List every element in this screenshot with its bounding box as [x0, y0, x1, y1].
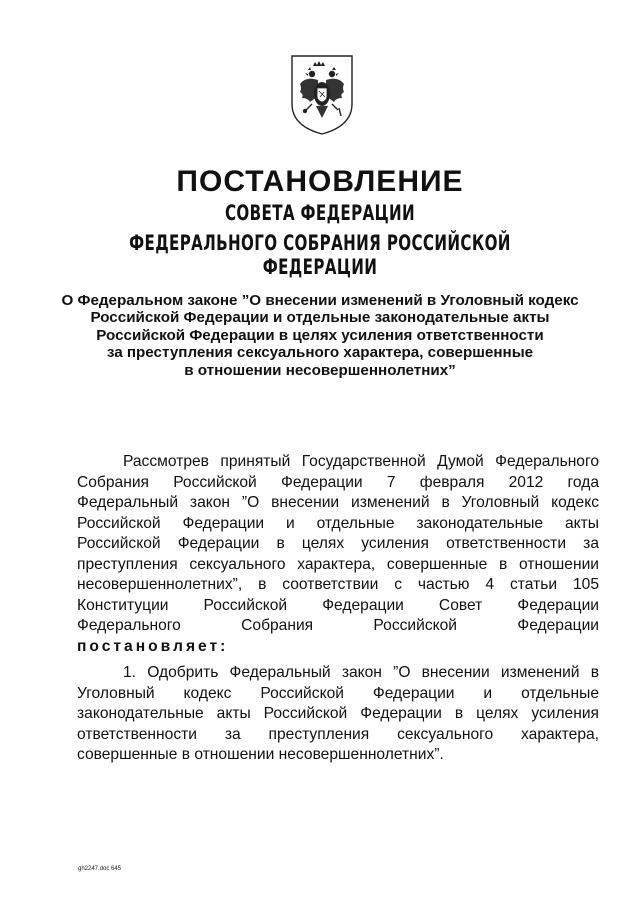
- paragraph-line: Федерального Собрания Российской Федерации: [77, 617, 599, 634]
- document-subtitle-council: СОВЕТА ФЕДЕРАЦИИ: [224, 201, 416, 225]
- paragraph-line: законодательные акты Российской Федерации в целях усиления: [77, 705, 599, 722]
- heading-line: в отношении несовершеннолетних”: [184, 361, 456, 379]
- paragraph-line: ответственности за преступления сексуального характера,: [77, 725, 599, 743]
- paragraph-line: Уголовный кодекс Российской Федерации и отдельные: [77, 684, 599, 702]
- paragraph-line: Российской Федерации и отдельные законодательные акты: [77, 514, 599, 532]
- heading-line: Российской Федерации в целях усиления ответственности: [96, 326, 544, 344]
- paragraph-line: Собрания Российской Федерации 7 февраля 2012 года: [77, 473, 599, 491]
- document-title: ПОСТАНОВЛЕНИЕ: [176, 165, 464, 198]
- heading-line: за преступления сексуального характера, совершенные: [106, 344, 534, 362]
- paragraph-line: преступления сексуального характера, совершенные в отношении: [77, 555, 599, 573]
- paragraph-preamble: [77, 452, 599, 657]
- paragraph-line: совершенные в отношении несовершеннолетних”.: [77, 746, 444, 763]
- document-footer-code: gh2247.doc 645: [78, 866, 122, 872]
- document-heading: [40, 292, 600, 379]
- resolves-word: постановляет:: [77, 637, 229, 655]
- paragraph-line: несовершеннолетних”, в соответствии с частью 4 статьи 105: [77, 576, 599, 593]
- paragraph-line: 1. Одобрить Федеральный закон ”О внесении изменений в: [123, 664, 599, 681]
- paragraph-line: Рассмотрев принятый Государственной Думой Федерального: [123, 453, 599, 470]
- paragraph-line: Федеральный закон ”О внесении изменений в Уголовный кодекс: [77, 494, 599, 511]
- paragraph-line: Российской Федерации в целях усиления ответственности за: [77, 535, 599, 552]
- paragraph-resolution-item-1: [77, 663, 599, 766]
- russian-coat-of-arms-icon: [288, 52, 356, 138]
- heading-line: О Федеральном законе ”О внесении изменений в Уголовный кодекс: [61, 292, 579, 309]
- paragraph-line: Конституции Российской Федерации Совет Федерации: [77, 596, 599, 614]
- heading-line: Российской Федерации и отдельные законодательные акты: [90, 309, 550, 327]
- document-subtitle-assembly: ФЕДЕРАЛЬНОГО СОБРАНИЯ РОССИЙСКОЙ ФЕДЕРАЦИИ: [129, 231, 511, 279]
- coat-of-arms-emblem: [288, 52, 356, 138]
